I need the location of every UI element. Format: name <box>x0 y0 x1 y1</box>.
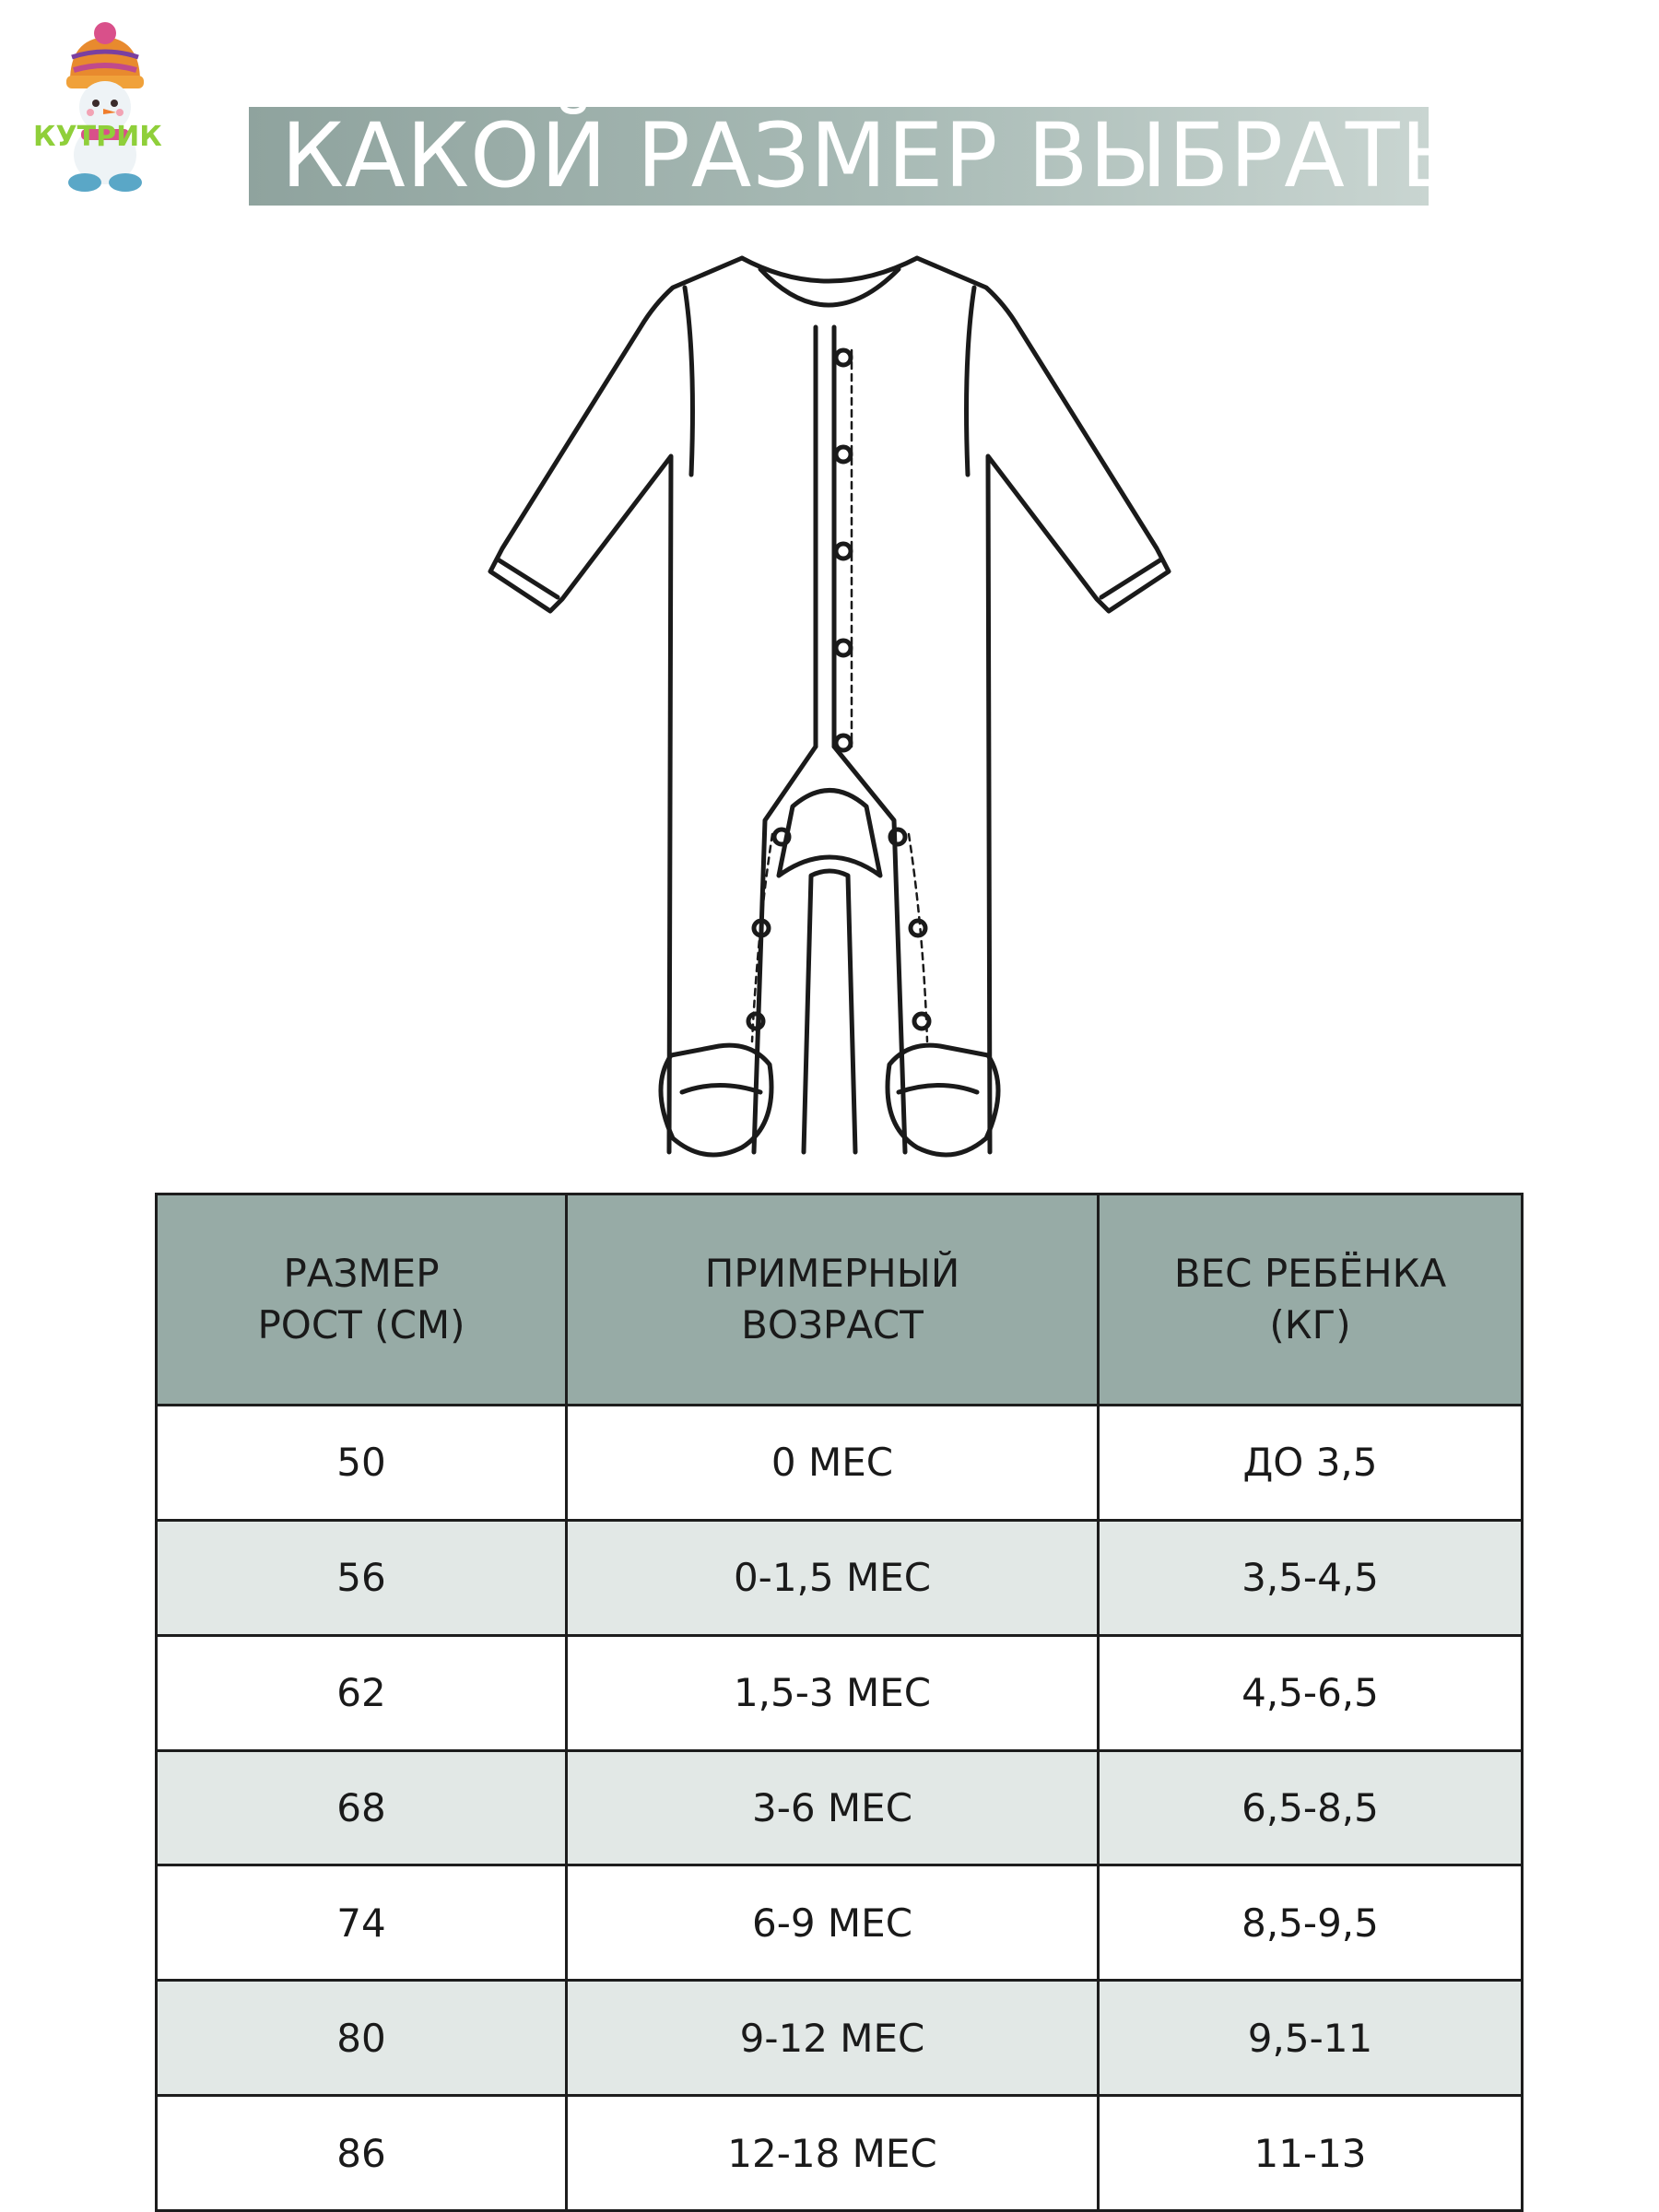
cell-weight: 3,5-4,5 <box>1099 1520 1523 1635</box>
header-age-line1: ПРИМЕРНЫЙ <box>704 1251 960 1296</box>
cell-size: 62 <box>157 1635 567 1750</box>
table-header-row <box>157 1194 1523 1406</box>
cell-size: 74 <box>157 1865 567 1981</box>
header-weight-line2: (КГ) <box>1269 1302 1351 1347</box>
table-row <box>157 1865 1523 1981</box>
table-row <box>157 1981 1523 2096</box>
table-row <box>157 1406 1523 1521</box>
cell-size: 80 <box>157 1981 567 2096</box>
table-row <box>157 1750 1523 1865</box>
cell-size: 86 <box>157 2096 567 2211</box>
cell-age: 6-9 МЕС <box>567 1865 1099 1981</box>
size-table <box>155 1193 1524 2212</box>
cell-weight: 4,5-6,5 <box>1099 1635 1523 1750</box>
header-age <box>567 1194 1099 1406</box>
table-row <box>157 2096 1523 2211</box>
cell-age: 3-6 МЕС <box>567 1750 1099 1865</box>
cell-weight: 11-13 <box>1099 2096 1523 2211</box>
header-size-line2: РОСТ (СМ) <box>257 1302 465 1347</box>
cell-weight: 9,5-11 <box>1099 1981 1523 2096</box>
cell-weight: ДО 3,5 <box>1099 1406 1523 1521</box>
brand-logo[interactable] <box>33 17 171 196</box>
header-size-line1: РАЗМЕР <box>283 1251 440 1296</box>
cell-age: 0 МЕС <box>567 1406 1099 1521</box>
logo-lettering: КУТРИК <box>33 121 162 153</box>
cell-weight: 6,5-8,5 <box>1099 1750 1523 1865</box>
cell-size: 68 <box>157 1750 567 1865</box>
page-title: КАКОЙ РАЗМЕР ВЫБРАТЬ? <box>281 104 1511 207</box>
header-size <box>157 1194 567 1406</box>
cell-size: 50 <box>157 1406 567 1521</box>
header-age-line2: ВОЗРАСТ <box>741 1302 924 1347</box>
cell-weight: 8,5-9,5 <box>1099 1865 1523 1981</box>
cell-age: 1,5-3 МЕС <box>567 1635 1099 1750</box>
table-row <box>157 1635 1523 1750</box>
header-weight-line1: ВЕС РЕБЁНКА <box>1173 1251 1447 1296</box>
cell-age: 9-12 МЕС <box>567 1981 1099 2096</box>
cell-size: 56 <box>157 1520 567 1635</box>
header-weight <box>1099 1194 1523 1406</box>
table-row <box>157 1520 1523 1635</box>
cell-age: 0-1,5 МЕС <box>567 1520 1099 1635</box>
sleepsuit-illustration <box>461 230 1198 1180</box>
cell-age: 12-18 МЕС <box>567 2096 1099 2211</box>
